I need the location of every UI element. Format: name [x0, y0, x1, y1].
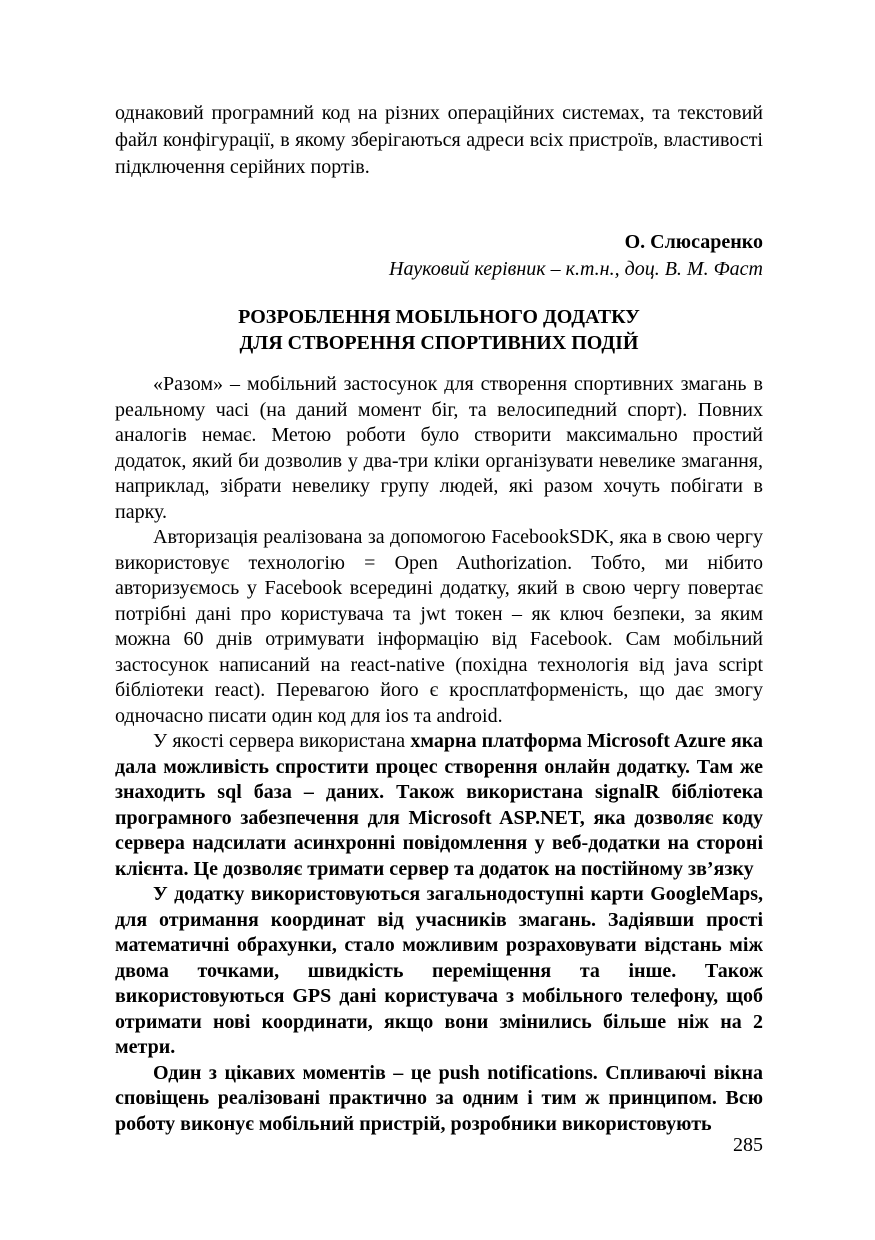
author-name: О. Слюсаренко [624, 231, 763, 253]
paragraph-authorization: Авторизація реалізована за допомогою FacebookSDK, яка в свою чергу використовує технологію = Open Authorization. Тобто, ми нібито авторизуємось у Facebook всередині додатку, який в свою чергу повертає потрібні дані про користувача та jwt токен – як ключ безпеки, за яким можна 60 днів отримувати інформацію від Facebook. Сам мобільний застосунок написаний на react-native (похідна технологія від java script бібліотеки react). Перевагою його є кросплатформеність, що дає змогу одночасно писати один код для ios та android. [115, 526, 763, 727]
page-content [115, 100, 763, 1137]
continuation-paragraph: однаковий програмний код на різних операційних системах, та текстовий файл конфігурації, в якому зберігаються адреси всіх пристроїв, властивості підключення серійних портів. [115, 102, 763, 178]
paragraph-google-maps: У додатку використовуються загальнодоступні карти GoogleMaps, для отримання координат від учасників змагань. Задіявши прості математичні обрахунки, стало можливим розраховувати відстань між двома точками, швидкість переміщення та інше. Також використовуються GPS дані користувача з мобільного телефону, щоб отримати нові координати, якщо вони змінились більше ніж на 2 метри. [115, 883, 763, 1058]
article-title [115, 304, 763, 356]
paragraph-server-bold-part: хмарна платформа Microsoft Azure яка дала можливість спростити процес створення онлайн додатку. Там же знаходить sql база – даних. Також використана signalR бібліотека програмного забезпечення для Microsoft ASP.NET, яка дозволяє коду сервера надсилати асинхронні повідомлення у веб-додатки на стороні клієнта. Це дозволяє тримати сервер та додаток на постійному зв’язку [115, 730, 763, 880]
author-block [115, 229, 763, 283]
paragraph-server [115, 729, 763, 882]
article-title-line-2: ДЛЯ СТВОРЕННЯ СПОРТИВНИХ ПОДІЙ [239, 332, 639, 354]
supervisor-line: Науковий керівник – к.т.н., доц. В. М. Фаст [389, 258, 763, 280]
paragraph-server-normal-part: У якості сервера використана [153, 730, 411, 752]
page-number: 285 [733, 1134, 763, 1156]
paragraph-push-notifications: Один з цікавих моментів – це push notifications. Спливаючі вікна сповіщень реалізовані практично за одним і тим ж принципом. Всю роботу виконує мобільний пристрій, розробники використовують [115, 1061, 763, 1135]
paragraph-razom-intro: «Разом» – мобільний застосунок для створення спортивних змагань в реальному часі (на даний момент біг, та велосипедний спорт). Повних аналогів немає. Метою роботи було створити максимально простий додаток, який би дозволив у два-три кліки організувати невелике змагання, наприклад, зібрати невелику групу людей, які разом хочуть побігати в парку. [115, 373, 763, 523]
article-title-line-1: РОЗРОБЛЕННЯ МОБІЛЬНОГО ДОДАТКУ [238, 306, 640, 328]
